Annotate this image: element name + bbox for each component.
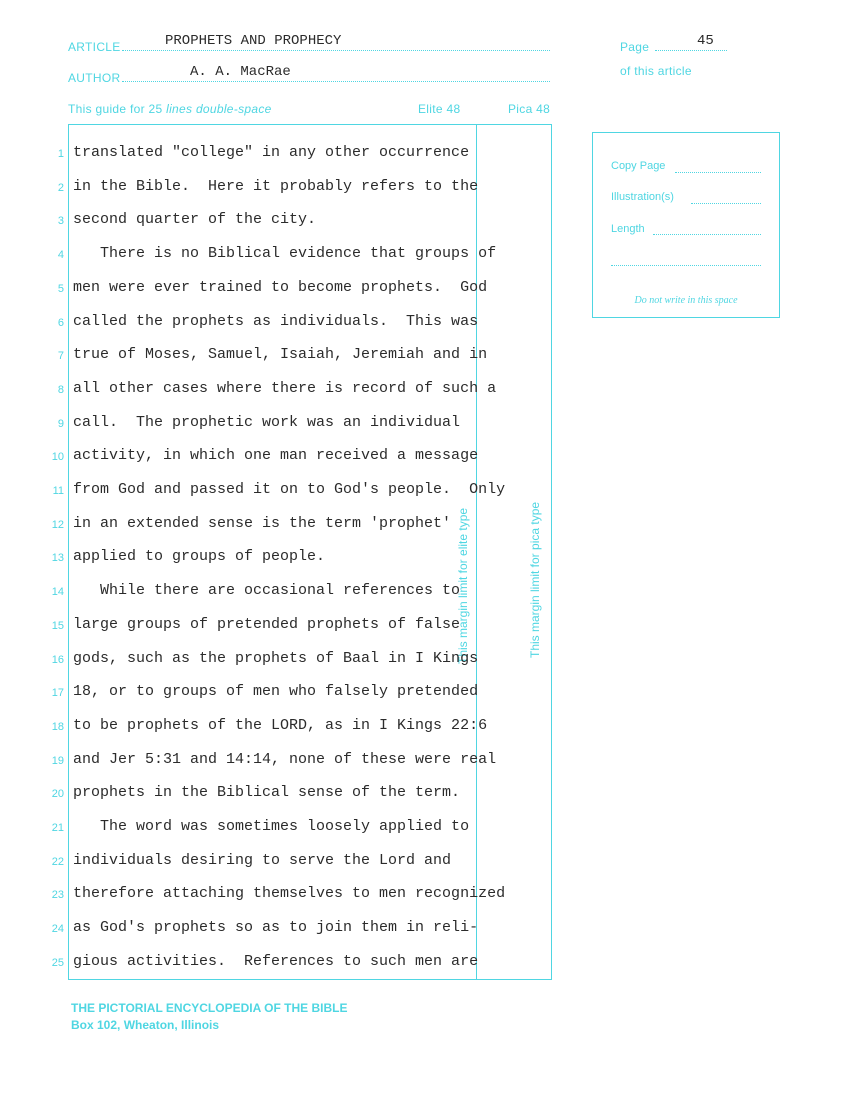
line-number: 3 <box>57 215 64 228</box>
pica-margin-note: This margin limit for pica type <box>528 501 542 658</box>
line-number: 2 <box>57 181 64 194</box>
elite-margin-note: This margin limit for elite type <box>456 507 470 664</box>
page-rule <box>655 50 727 51</box>
typed-line: applied to groups of people. <box>73 548 326 566</box>
line-number: 15 <box>51 619 64 632</box>
line-number: 1 <box>57 148 64 160</box>
of-article-label: of this article <box>620 64 692 78</box>
typed-line: all other cases where there is record of such a <box>73 379 497 397</box>
line-number: 19 <box>51 754 64 767</box>
typed-line: prophets in the Biblical sense of the term. <box>73 784 461 802</box>
typed-line: gious activities. References to such men are <box>73 952 479 970</box>
typed-line: call. The prophetic work was an individual <box>73 413 461 431</box>
typed-line: as God's prophets so as to join them in reli- <box>73 919 479 937</box>
line-number: 6 <box>57 316 64 329</box>
blank-rule <box>611 265 761 266</box>
typed-line: individuals desiring to serve the Lord and <box>73 851 452 869</box>
typed-line: gods, such as the prophets of Baal in I Kings <box>73 649 479 667</box>
line-number: 5 <box>57 282 64 295</box>
line-number: 21 <box>51 822 64 834</box>
typed-line: in an extended sense is the term 'prophet' <box>73 514 452 532</box>
line-number: 10 <box>51 451 64 464</box>
line-number: 23 <box>51 889 64 902</box>
typed-line: from God and passed it on to God's people. Only <box>73 481 506 498</box>
line-number: 22 <box>51 855 64 868</box>
typed-line: translated "college" in any other occurrence <box>73 144 470 161</box>
author-name: A. A. MacRae <box>190 64 291 80</box>
line-number: 11 <box>52 485 64 497</box>
typed-line: There is no Biblical evidence that groups of <box>73 245 497 263</box>
line-number: 20 <box>51 788 64 801</box>
illustrations-rule <box>691 203 761 204</box>
typed-line: large groups of pretended prophets of false <box>73 615 461 633</box>
article-title: PROPHETS AND PROPHECY <box>165 33 342 49</box>
typed-line: called the prophets as individuals. This was <box>73 312 479 330</box>
length-label: Length <box>611 223 645 235</box>
typed-line: in the Bible. Here it probably refers to the <box>73 177 479 195</box>
copy-page-rule <box>675 172 761 173</box>
typed-line: While there are occasional references to <box>73 582 461 600</box>
pica-label: Pica 48 <box>508 102 551 116</box>
guide-instruction <box>68 102 272 116</box>
typed-line: second quarter of the city. <box>73 211 317 229</box>
illustrations-label: Illustration(s) <box>611 191 674 203</box>
line-number: 14 <box>51 586 64 599</box>
typed-line: therefore attaching themselves to men recognized <box>73 885 506 903</box>
typed-line: 18, or to groups of men who falsely pretended <box>73 683 479 701</box>
typed-line: men were ever trained to become prophets. God <box>73 278 488 296</box>
line-number: 12 <box>51 518 64 531</box>
author-label: AUTHOR <box>68 71 121 85</box>
page-label: Page <box>620 40 650 54</box>
typed-line: The word was sometimes loosely applied to <box>73 818 470 835</box>
article-rule <box>122 50 550 51</box>
typed-line: activity, in which one man received a message <box>73 447 479 465</box>
line-number: 24 <box>51 923 64 936</box>
guide-instruction-prefix: This guide for 25 <box>68 102 167 116</box>
line-number: 7 <box>57 350 64 363</box>
office-note: Do not write in this space <box>634 295 738 306</box>
line-number: 4 <box>57 249 64 262</box>
copy-page-label: Copy Page <box>611 160 666 172</box>
line-number: 8 <box>57 383 64 396</box>
article-label: ARTICLE <box>68 40 121 54</box>
office-use-box <box>592 132 780 318</box>
line-number: 25 <box>51 956 64 969</box>
elite-label: Elite 48 <box>418 102 461 116</box>
line-number: 17 <box>51 687 64 700</box>
line-number: 13 <box>51 552 64 565</box>
length-rule <box>653 234 761 235</box>
guide-instruction-italic: lines double-space <box>166 102 272 116</box>
footer-publisher: THE PICTORIAL ENCYCLOPEDIA OF THE BIBLE <box>71 1001 348 1015</box>
typed-line: and Jer 5:31 and 14:14, none of these were real <box>73 750 497 768</box>
line-number: 9 <box>57 417 64 430</box>
footer-address: Box 102, Wheaton, Illinois <box>71 1018 220 1032</box>
author-rule <box>122 81 550 82</box>
page-number: 45 <box>697 33 714 49</box>
line-number: 16 <box>51 653 64 666</box>
typed-line: true of Moses, Samuel, Isaiah, Jeremiah and in <box>73 346 488 364</box>
typed-line: to be prophets of the LORD, as in I Kings 22:6 <box>73 716 488 734</box>
line-number: 18 <box>51 720 64 733</box>
